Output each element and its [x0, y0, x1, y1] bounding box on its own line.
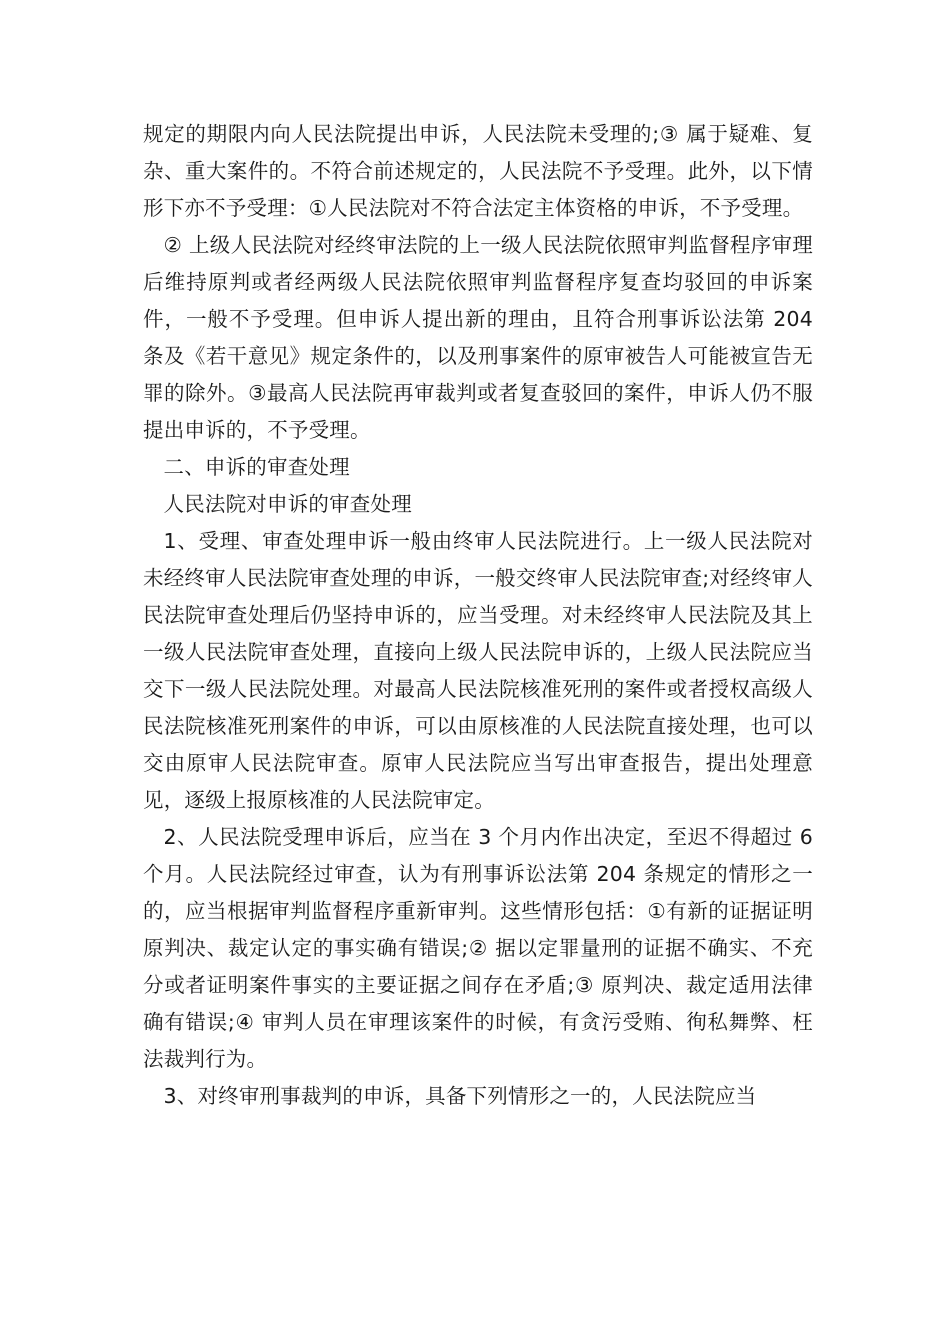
paragraph-item-1: 1、受理、审查处理申诉一般由终审人民法院进行。上一级人民法院对未经终审人民法院审查处理的申诉，一般交终审人民法院审查;对经终审人民法院审查处理后仍坚持申诉的，应当受理。对未经终审人民法院及其上一级人民法院审查处理，直接向上级人民法院申诉的，上级人民法院应当交下一级人民法院处理。对最高人民法院核准死刑的案件或者授权高级人民法院核准死刑案件的申诉，可以由原核准的人民法院直接处理，也可以交由原审人民法院审查。原审人民法院应当写出审查报告，提出处理意见，逐级上报原核准的人民法院审定。 — [143, 529, 813, 812]
paragraph-item-3: 3、对终审刑事裁判的申诉，具备下列情形之一的，人民法院应当 — [163, 1084, 757, 1108]
section-heading: 二、申诉的审查处理 — [163, 455, 350, 479]
subsection-heading: 人民法院对申诉的审查处理 — [163, 492, 412, 516]
paragraph-2: ② 上级人民法院对经终审法院的上一级人民法院依照审判监督程序审理后维持原判或者经两级人民法院依照审判监督程序复查均驳回的申诉案件，一般不予受理。但申诉人提出新的理由，且符合刑事诉讼法第 204 条及《若干意见》规定条件的，以及刑事案件的原审被告人可能被宣告无罪的除外。③最高人民法院再审裁判或者复查驳回的案件，申诉人仍不服提出申诉的，不予受理。 — [143, 233, 813, 442]
paragraph-item-2: 2、人民法院受理申诉后，应当在 3 个月内作出决定，至迟不得超过 6 个月。人民法院经过审查，认为有刑事诉讼法第 204 条规定的情形之一的，应当根据审判监督程序重新审判。这些情形包括：①有新的证据证明原判决、裁定认定的事实确有错误;② 据以定罪量刑的证据不确实、不充分或者证明案件事实的主要证据之间存在矛盾;③ 原判决、裁定适用法律确有错误;④ 审判人员在审理该案件的时候，有贪污受贿、徇私舞弊、枉法裁判行为。 — [143, 825, 813, 1071]
paragraph-1: 规定的期限内向人民法院提出申诉，人民法院未受理的;③ 属于疑难、复杂、重大案件的。不符合前述规定的，人民法院不予受理。此外，以下情形下亦不予受理：①人民法院对不符合法定主体资格的申诉，不予受理。 — [143, 122, 813, 220]
document-body — [143, 116, 813, 1115]
